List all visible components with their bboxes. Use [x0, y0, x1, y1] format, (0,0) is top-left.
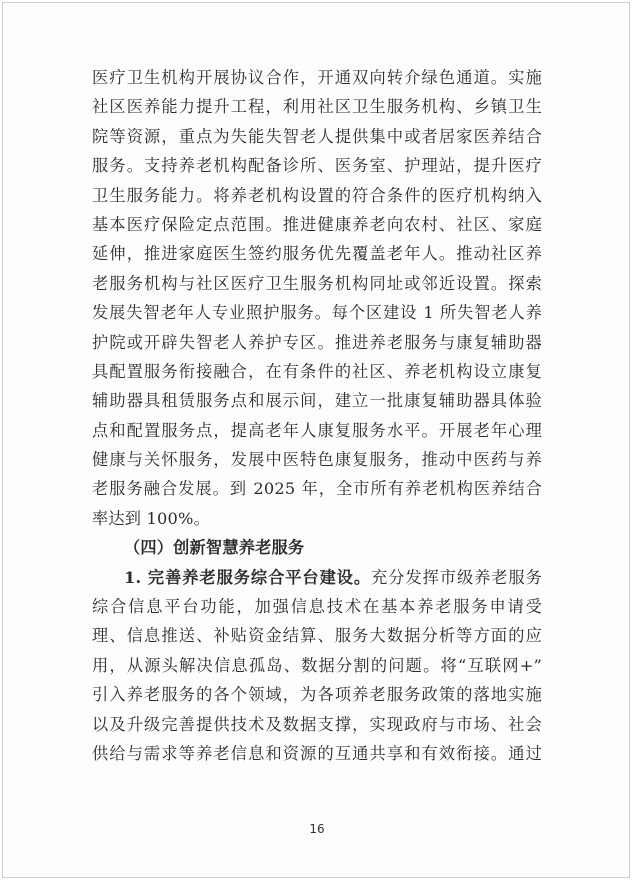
- item-first-line: [92, 563, 542, 592]
- section-heading: （四）创新智慧养老服务: [124, 538, 305, 558]
- paragraph-line: 老服务融合发展。到 2025 年，全市所有养老机构医养结合: [92, 479, 542, 499]
- paragraph-line: 发展失智老年人专业照护服务。每个区建设 1 所失智老人养: [92, 303, 542, 323]
- paragraph-line: 老服务机构与社区医疗卫生服务机构同址或邻近设置。探索: [92, 273, 542, 293]
- paragraph-line: 供给与需求等养老信息和资源的互通共享和有效衔接。通过: [92, 743, 542, 763]
- paragraph-line: 用，从源头解决信息孤岛、数据分割的问题。将“互联网+”: [92, 655, 542, 675]
- paragraph-line: 社区医养能力提升工程，利用社区卫生服务机构、乡镇卫生: [92, 97, 542, 117]
- paragraph-line: 具配置服务衔接融合，在有条件的社区、养老机构设立康复: [92, 361, 542, 381]
- paragraph-line: 率达到 100%。: [92, 508, 210, 528]
- paragraph-line: 卫生服务能力。将养老机构设置的符合条件的医疗机构纳入: [92, 185, 542, 205]
- paragraph-line: 基本医疗保险定点范围。推进健康养老向农村、社区、家庭: [92, 214, 542, 234]
- paragraph-line: 点和配置服务点，提高老年人康复服务水平。开展老年心理: [92, 420, 542, 440]
- paragraph-line: 引入养老服务的各个领域，为各项养老服务政策的落地实施: [92, 685, 542, 705]
- paragraph-line: 综合信息平台功能，加强信息技术在基本养老服务申请受: [92, 597, 542, 617]
- item-first-line-text: 充分发挥市级养老服务: [371, 567, 543, 587]
- item-title: 1. 完善养老服务综合平台建设。: [124, 567, 372, 587]
- paragraph-line: 以及升级完善提供技术及数据支撑，实现政府与市场、社会: [92, 714, 542, 734]
- paragraph-line: 理、信息推送、补贴资金结算、服务大数据分析等方面的应: [92, 626, 542, 646]
- paragraph-line: 医疗卫生机构开展协议合作，开通双向转介绿色通道。实施: [92, 68, 542, 87]
- document-body: [92, 63, 542, 768]
- paragraph-line: 延伸，推进家庭医生签约服务优先覆盖老年人。推动社区养: [92, 244, 542, 264]
- paragraph-line: 服务。支持养老机构配备诊所、医务室、护理站，提升医疗: [92, 156, 542, 176]
- page-number: 16: [309, 822, 325, 836]
- paragraph-line: 辅助器具租赁服务点和展示间，建立一批康复辅助器具体验: [92, 391, 542, 411]
- paragraph-line: 护院或开辟失智老人养护专区。推进养老服务与康复辅助器: [92, 332, 542, 352]
- paragraph-line: 院等资源，重点为失能失智老人提供集中或者居家医养结合: [92, 126, 542, 146]
- paragraph-line: 健康与关怀服务，发展中医特色康复服务，推动中医药与养: [92, 450, 542, 470]
